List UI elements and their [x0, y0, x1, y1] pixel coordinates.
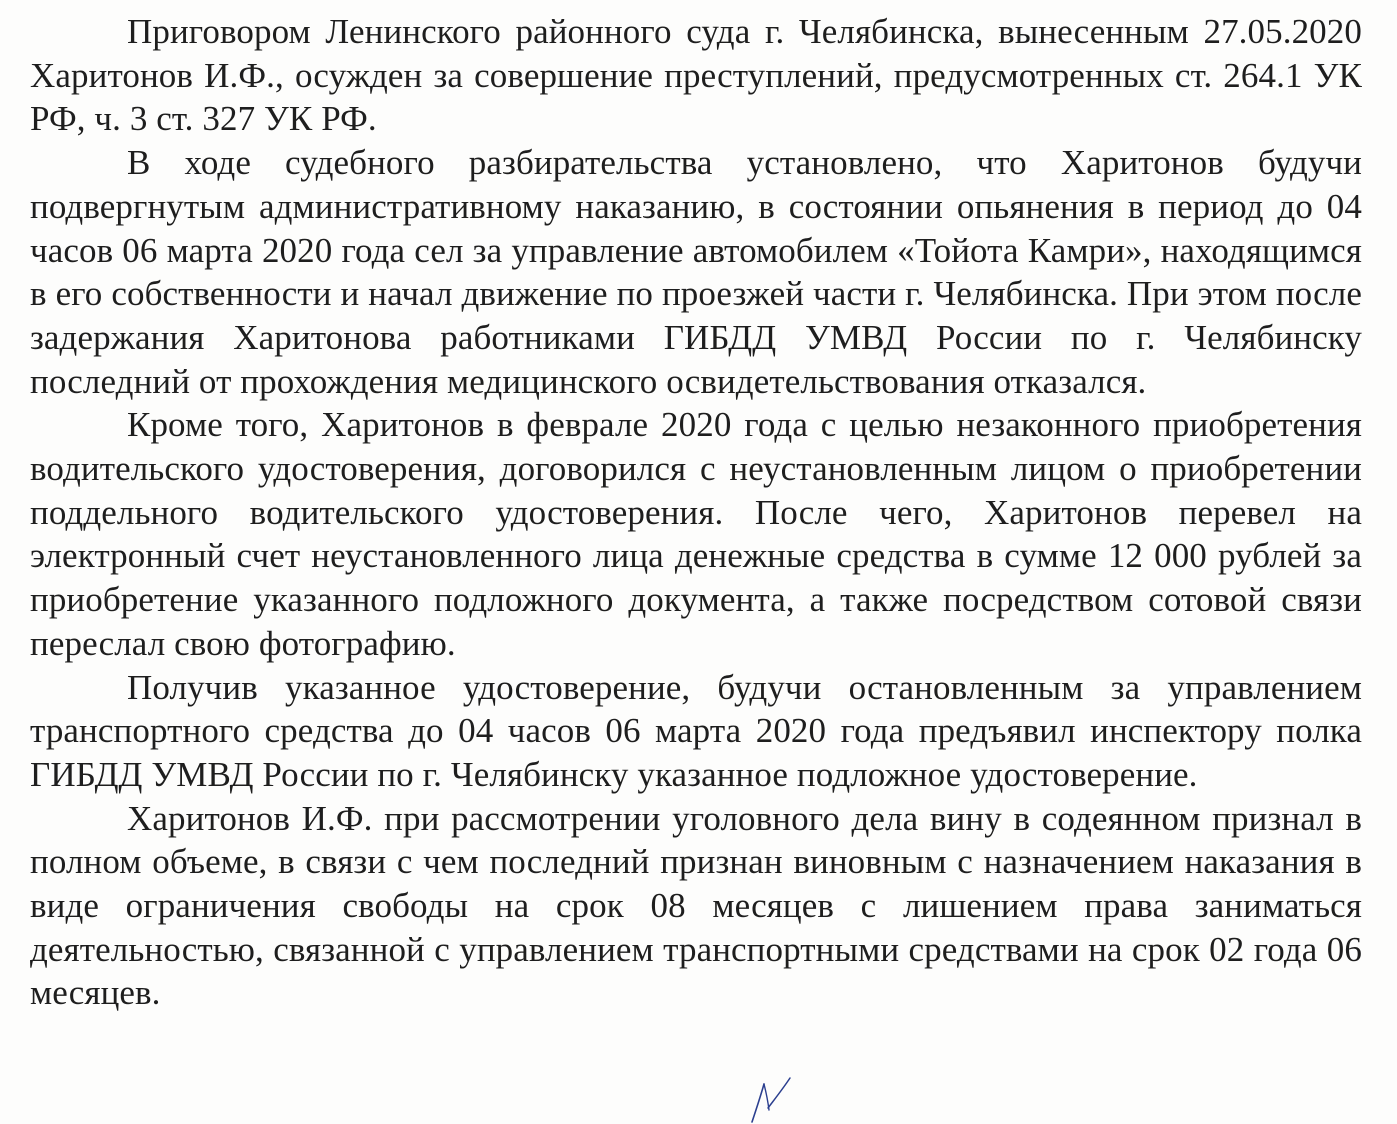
paragraph-sentence: Харитонов И.Ф. при рассмотрении уголовного дела вину в содеянном признал в полном объеме, в связи с чем последний признан виновным с назначением наказания в виде ограничения свободы на срок 08 месяцев с лишением права заниматься деятельностью, связанной с управлением транспортными средствами на срок 02 года 06 месяцев. [30, 798, 1362, 1013]
document-body [30, 10, 1362, 1015]
paragraph-presentation: Получив указанное удостоверение, будучи остановленным за управлением транспортного средства до 04 часов 06 марта 2020 года предъявил инспектору полка ГИБДД УМВД России по г. Челябинску указанное подложное удостоверение. [30, 667, 1362, 794]
paragraph-forged-license: Кроме того, Харитонов в феврале 2020 года с целью незаконного приобретения водительского удостоверения, договорился с неустановленным лицом о приобретении поддельного водительского удостоверения. После чего, Харитонов перевел на электронный счет неустановленного лица денежные средства в сумме 12 000 рублей за приобретение указанного подложного документа, а также посредством сотовой связи переслал свою фотографию. [30, 405, 1362, 663]
paragraph-verdict: Приговором Ленинского районного суда г. Челябинска, вынесенным 27.05.2020 Харитонов И.Ф., осужден за совершение преступлений, предусмотренных ст. 264.1 УК РФ, ч. 3 ст. 327 УК РФ. [30, 12, 1362, 139]
signature-mark-icon [738, 1072, 808, 1124]
paragraph-circumstances: В ходе судебного разбирательства установлено, что Харитонов будучи подвергнутым административному наказанию, в состоянии опьянения в период до 04 часов 06 марта 2020 года сел за управление автомобилем «Тойота Камри», находящимся в его собственности и начал движение по проезжей части г. Челябинска. При этом после задержания Харитонова работниками ГИБДД УМВД России по г. Челябинску последний от прохождения медицинского освидетельствования отказался. [30, 143, 1362, 401]
